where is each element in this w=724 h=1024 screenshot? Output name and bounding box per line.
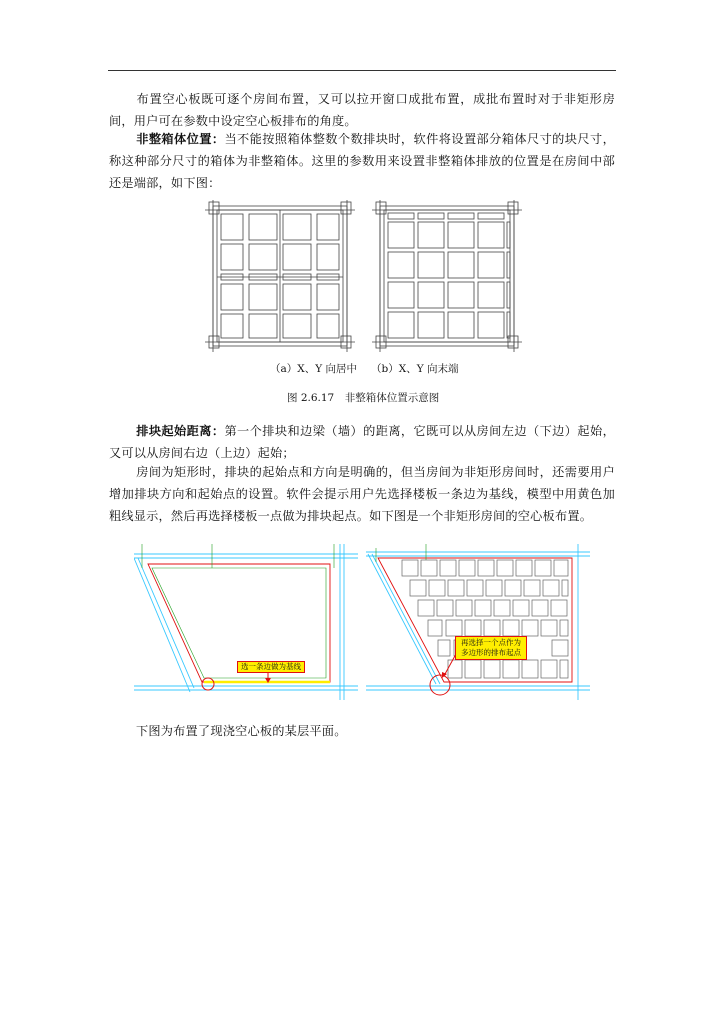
term-start-distance: 排块起始距离：	[136, 424, 225, 438]
term-nonfull-box: 非整箱体位置：	[136, 132, 225, 146]
figure-end-layout	[372, 200, 522, 352]
paragraph-1: 布置空心板既可逐个房间布置，又可以拉开窗口成批布置，成批布置时对于非矩形房间，用户可在参数中设定空心板排布的角度。	[109, 92, 615, 128]
figure-select-start-point	[366, 544, 590, 700]
void-box-grid	[402, 560, 568, 678]
header-rule	[108, 70, 616, 71]
figure-caption: 图 2.6.17 非整箱体位置示意图	[287, 392, 440, 404]
paragraph-4: 房间为矩形时，排块的起始点和方向是明确的，但当房间为非矩形房间时，还需要用户增加排块方向和起始点的设置。软件会提示用户先选择楼板一条边为基线，模型中用黄色加粗线显示，然后再选择楼板一点做为排块起点。如下图是一个非矩形房间的空心板布置。	[109, 465, 615, 523]
paragraph-3: 排块起始距离：第一个排块和边梁（墙）的距离，它既可以从房间左边（下边）起始，又可以从房间右边（上边）起始；	[109, 424, 615, 460]
paragraph-5: 下图为布置了现浇空心板的某层平面。	[136, 724, 347, 738]
paragraph-2: 非整箱体位置：当不能按照箱体整数个数排块时，软件将设置部分箱体尺寸的块尺寸，称这种部分尺寸的箱体为非整箱体。这里的参数用来设置非整箱体排放的位置是在房间中部还是端部，如下图：	[109, 132, 615, 190]
figure-centered-layout	[205, 200, 355, 352]
label-select-baseline: 选一条边做为基线	[237, 661, 305, 673]
subcaption-b: （b）X、Y 向末端	[371, 363, 459, 375]
figure-select-baseline	[134, 544, 358, 700]
subcaption-a: （a）X、Y 向居中	[270, 363, 358, 375]
label-select-start-point: 再选择一个点作为 多边形的排布起点	[455, 636, 527, 660]
